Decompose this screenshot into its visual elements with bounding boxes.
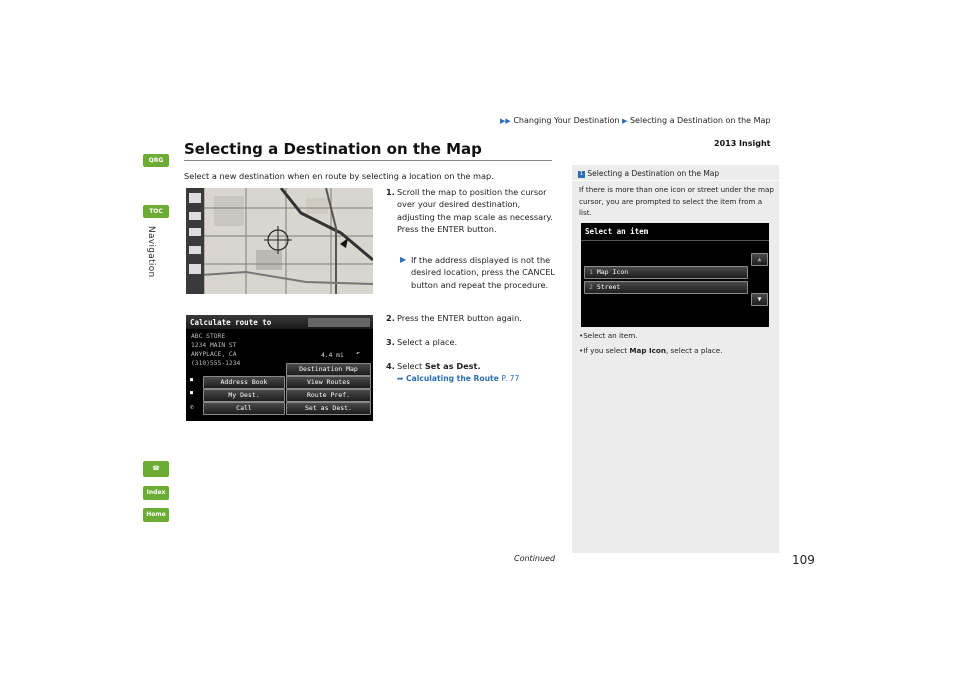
voice-command-icon: ☎ (152, 465, 160, 472)
step-1-note (400, 254, 556, 291)
link-label: Calculating the Route (406, 374, 499, 383)
note-bullet-2: •If you select Map Icon, select a place. (579, 346, 723, 355)
arrow-icon: ▶▶ (500, 117, 511, 125)
step-text: Press the ENTER button again. (397, 313, 522, 323)
link-page: P. 77 (501, 374, 520, 383)
bullet-text: If you select (583, 346, 630, 355)
scroll-up-button[interactable]: ▲ (751, 253, 768, 266)
address-book-button[interactable]: Address Book (203, 376, 285, 389)
toc-tab[interactable]: TOC (143, 205, 169, 218)
step-number: 3. (386, 337, 395, 347)
address-line: 1234 MAIN ST (191, 342, 237, 349)
view-routes-button[interactable]: View Routes (286, 376, 371, 389)
scroll-down-button[interactable]: ▼ (751, 293, 768, 306)
model-label: 2013 Insight (714, 139, 771, 148)
title-divider (184, 160, 552, 161)
qrg-tab[interactable]: QRG (143, 154, 169, 167)
map-icon-option[interactable] (584, 266, 748, 279)
page-number: 109 (792, 553, 815, 567)
select-item-screenshot (581, 223, 769, 327)
continued-label: Continued (514, 554, 556, 563)
step-text: Select (397, 361, 425, 371)
step-number: 1. (386, 187, 395, 197)
step-text: Select a place. (397, 337, 458, 347)
home-tab[interactable]: Home (143, 508, 169, 522)
address-line: (310)555-1234 (191, 360, 241, 367)
option-number: 2 (589, 283, 593, 291)
index-tab[interactable]: Index (143, 486, 169, 500)
route-pref-button[interactable]: Route Pref. (286, 389, 371, 402)
intro-text: Select a new destination when en route by selecting a location on the map. (184, 171, 494, 181)
step-text-bold: Set as Dest. (424, 361, 481, 371)
bullet-text: Select an item. (583, 331, 638, 340)
calculate-route-screenshot (186, 315, 373, 421)
step-number: 2. (386, 313, 395, 323)
my-dest-button[interactable]: My Dest. (203, 389, 285, 402)
notes-header (578, 169, 719, 178)
breadcrumb (500, 116, 771, 125)
back-icon[interactable]: ↶ (356, 349, 360, 357)
note-icon: 1 (579, 170, 584, 177)
arrow-icon: ▶ (400, 255, 407, 264)
call-button[interactable]: Call (203, 402, 285, 415)
distance: 4.4 mi (321, 352, 344, 359)
screen-title: Calculate route to (190, 318, 272, 327)
notes-body: If there is more than one icon or street under the map cursor, you are prompted to select the item from a list. (579, 185, 774, 217)
voice-tab[interactable] (143, 461, 169, 477)
notes-header-text: Selecting a Destination on the Map (587, 169, 720, 178)
step-1-note-text: If the address displayed is not the desired location, press the CANCEL button and repeat the procedure. (411, 255, 555, 290)
bullet-bold: Map Icon (629, 346, 666, 355)
add-to-icon: ■ (190, 377, 194, 383)
option-label: Map Icon (596, 268, 629, 276)
destination-map-button[interactable]: Destination Map (286, 363, 371, 376)
address-line: ANYPLACE, CA (191, 351, 237, 358)
step-text: Scroll the map to position the cursor over your desired destination, adjusting the map scale as necessary. Press the ENTER button. (397, 187, 553, 234)
select-screen-divider (581, 240, 769, 241)
phone-icon: ✆ (190, 403, 194, 411)
add-to-icon: ■ (190, 390, 194, 396)
street-option[interactable] (584, 281, 748, 294)
step-2 (386, 312, 522, 324)
calculating-route-link[interactable] (397, 373, 519, 385)
page-title: Selecting a Destination on the Map (184, 140, 482, 158)
step-1 (386, 186, 555, 235)
map-screenshot (186, 188, 373, 294)
notes-divider (572, 180, 779, 181)
select-screen-title: Select an item (585, 227, 649, 236)
status-icons (308, 318, 370, 327)
address-line: ABC STORE (191, 333, 226, 340)
option-label: Street (596, 283, 621, 291)
map-image (186, 188, 373, 294)
note-bullet-1: •Select an item. (579, 331, 638, 340)
section-label: Navigation (146, 226, 156, 278)
step-number: 4. (386, 361, 395, 371)
step-4 (386, 360, 481, 372)
arrow-icon: ▶ (622, 117, 628, 125)
breadcrumb-part2[interactable]: Selecting a Destination on the Map (629, 116, 771, 125)
step-3 (386, 336, 458, 348)
set-as-dest-button[interactable]: Set as Dest. (286, 402, 371, 415)
breadcrumb-part1[interactable]: Changing Your Destination (513, 116, 620, 125)
notes-panel (572, 165, 779, 553)
option-number: 1 (589, 268, 593, 276)
bullet-text: , select a place. (665, 346, 723, 355)
link-icon: ➦ (397, 374, 404, 383)
